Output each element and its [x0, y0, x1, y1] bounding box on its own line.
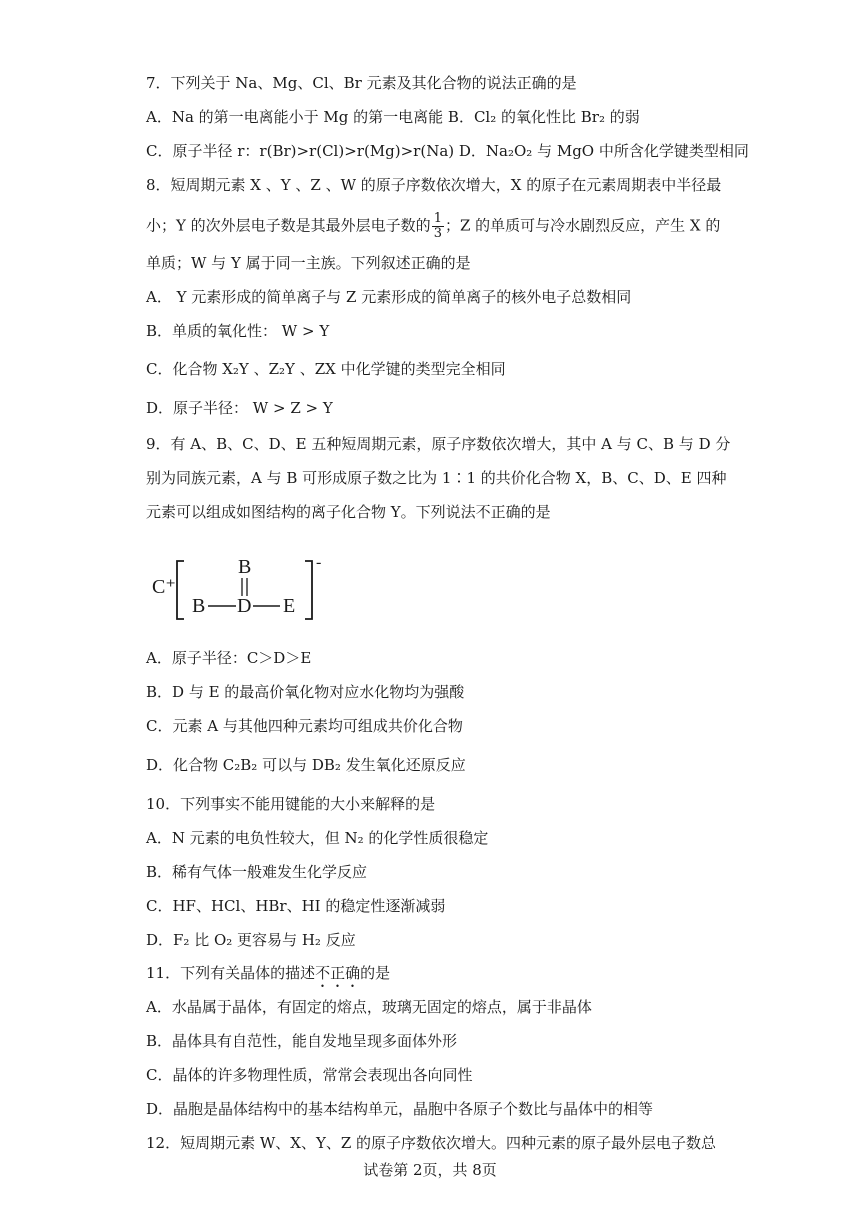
q8-stem-line1: 8．短周期元素 X 、Y 、Z 、W 的原子序数依次增大，X 的原子在元素周期表中半径最: [146, 176, 722, 194]
q9-option-d: D．化合物 C₂B₂ 可以与 DB₂ 发生氧化还原反应: [146, 756, 466, 774]
q10-option-b: B．稀有气体一般难发生化学反应: [146, 863, 368, 881]
q8-stem-line2: [146, 212, 720, 241]
q10-option-a: A．N 元素的电负性较大，但 N₂ 的化学性质很稳定: [146, 829, 489, 847]
q11-option-b: B．晶体具有自范性，能自发地呈现多面体外形: [146, 1032, 458, 1050]
q9-option-c: C．元素 A 与其他四种元素均可组成共价化合物: [146, 717, 463, 735]
q11-stem: [146, 963, 390, 991]
structure-center-atom: D: [237, 595, 252, 617]
q8-stem-line3: 单质；W 与 Y 属于同一主族。下列叙述正确的是: [146, 254, 471, 272]
structure-left-atom: B: [192, 595, 206, 617]
q9-stem-line2: 别为同族元素，A 与 B 可形成原子数之比为 1∶1 的共价化合物 X，B、C、D、E 四种: [146, 469, 727, 487]
q8-stem-line2b: ；Z 的单质可与冷水剧烈反应，产生 X 的: [444, 216, 721, 235]
page-footer: 试卷第 2页，共 8页: [363, 1161, 497, 1179]
q7-options-cd: C．原子半径 r：r(Br)>r(Cl)>r(Mg)>r(Na) D．Na₂O₂ 与 MgO 中所含化学键类型相同: [146, 142, 749, 160]
q9-option-b: B．D 与 E 的最高价氧化物对应水化物均为强酸: [146, 683, 465, 701]
structure-right-atom: E: [283, 595, 296, 617]
q8-option-d: D．原子半径： W > Z > Y: [146, 399, 333, 417]
structure-charge: -: [316, 555, 322, 571]
q10-stem: 10．下列事实不能用键能的大小来解释的是: [146, 795, 436, 813]
q11-option-c: C．晶体的许多物理性质，常常会表现出各向同性: [146, 1066, 473, 1084]
q10-option-c: C．HF、HCl、HBr、HI 的稳定性逐渐减弱: [146, 897, 446, 915]
structure-top-atom: B: [238, 556, 252, 578]
q8-option-b: B．单质的氧化性： W > Y: [146, 322, 330, 340]
left-bracket: [177, 561, 184, 619]
q12-stem-line1: 12．短周期元素 W、X、Y、Z 的原子序数依次增大。四种元素的原子最外层电子数总: [146, 1134, 717, 1152]
q11-option-a: A．水晶属于晶体，有固定的熔点，玻璃无固定的熔点，属于非晶体: [146, 998, 592, 1016]
q8-stem-line2a: 小；Y 的次外层电子数是其最外层电子数的: [146, 216, 431, 235]
q9-stem-line3: 元素可以组成如图结构的离子化合物 Y。下列说法不正确的是: [146, 503, 551, 521]
right-bracket: [305, 561, 312, 619]
q9-stem-line1: 9．有 A、B、C、D、E 五种短周期元素，原子序数依次增大，其中 A 与 C、B 与 D 分: [146, 435, 731, 453]
q11-option-d: D．晶胞是晶体结构中的基本结构单元，晶胞中各原子个数比与晶体中的相等: [146, 1100, 654, 1118]
q7-options-ab: A．Na 的第一电离能小于 Mg 的第一电离能 B．Cl₂ 的氧化性比 Br₂ 的弱: [146, 108, 640, 126]
q11-stem-pre: 11．下列有关晶体的描述: [146, 964, 316, 982]
fraction-one-third: $\frac{1}{3}$: [433, 211, 442, 241]
ionic-compound-structure-diagram: [150, 555, 350, 625]
q9-option-a: A．原子半径：C＞D＞E: [146, 649, 312, 667]
q7-stem: 7．下列关于 Na、Mg、Cl、Br 元素及其化合物的说法正确的是: [146, 74, 577, 92]
q10-option-d: D．F₂ 比 O₂ 更容易与 H₂ 反应: [146, 931, 356, 949]
structure-cation-label: C⁺: [152, 576, 176, 598]
q11-stem-post: 的是: [360, 964, 391, 982]
q11-stem-emphasis: 不正确: [315, 964, 361, 982]
q8-option-a: A． Y 元素形成的简单离子与 Z 元素形成的简单离子的核外电子总数相同: [146, 288, 632, 306]
q8-option-c: C．化合物 X₂Y 、Z₂Y 、ZX 中化学键的类型完全相同: [146, 360, 506, 378]
